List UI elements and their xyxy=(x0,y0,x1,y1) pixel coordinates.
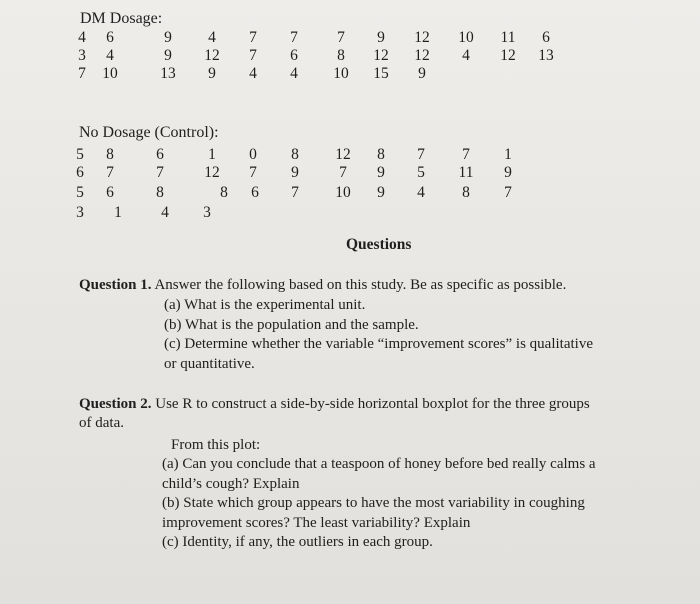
no-dosage-cell: 7 xyxy=(462,146,470,163)
no-dosage-cell: 7 xyxy=(504,184,512,201)
dm-dosage-cell: 6 xyxy=(106,29,114,46)
question-2 xyxy=(79,396,590,413)
no-dosage-cell: 3 xyxy=(203,204,211,221)
dm-dosage-cell: 4 xyxy=(249,65,257,82)
no-dosage-cell: 12 xyxy=(204,164,220,181)
question-1-c-line2: or quantitative. xyxy=(164,356,255,372)
question-1-b: (b) What is the population and the sample. xyxy=(164,317,419,333)
question-2-b-line2: improvement scores? The least variability? Explain xyxy=(162,515,471,531)
question-2-c: (c) Identity, if any, the outliers in each group. xyxy=(162,534,433,550)
question-2-text: Use R to construct a side-by-side horizontal boxplot for the three groups xyxy=(155,396,590,412)
from-this-plot: From this plot: xyxy=(171,437,261,453)
no-dosage-cell: 6 xyxy=(106,184,114,201)
dm-dosage-cell: 7 xyxy=(249,29,257,46)
question-2-b-line1: (b) State which group appears to have the most variability in coughing xyxy=(162,495,585,511)
questions-heading: Questions xyxy=(346,236,412,253)
dm-dosage-cell: 7 xyxy=(249,47,257,64)
no-dosage-cell: 7 xyxy=(339,164,347,181)
no-dosage-cell: 8 xyxy=(291,146,299,163)
dm-dosage-cell: 12 xyxy=(204,47,220,64)
dm-dosage-cell: 9 xyxy=(208,65,216,82)
no-dosage-cell: 3 xyxy=(76,204,84,221)
no-dosage-cell: 9 xyxy=(291,164,299,181)
dm-dosage-cell: 6 xyxy=(290,47,298,64)
no-dosage-cell: 6 xyxy=(76,164,84,181)
no-dosage-cell: 6 xyxy=(156,146,164,163)
dm-dosage-cell: 10 xyxy=(333,65,349,82)
dm-dosage-cell: 10 xyxy=(458,29,474,46)
dm-dosage-cell: 6 xyxy=(542,29,550,46)
question-2-text-line2: of data. xyxy=(79,415,124,431)
no-dosage-cell: 5 xyxy=(417,164,425,181)
dm-dosage-cell: 7 xyxy=(78,65,86,82)
no-dosage-cell: 1 xyxy=(504,146,512,163)
dm-dosage-cell: 13 xyxy=(538,47,554,64)
dm-dosage-cell: 4 xyxy=(462,47,470,64)
question-2-a-line1: (a) Can you conclude that a teaspoon of honey before bed really calms a xyxy=(162,456,596,472)
dm-dosage-cell: 12 xyxy=(414,29,430,46)
no-dosage-cell: 0 xyxy=(249,146,257,163)
dm-dosage-cell: 9 xyxy=(164,29,172,46)
no-dosage-cell: 8 xyxy=(220,184,228,201)
dm-dosage-cell: 13 xyxy=(160,65,176,82)
dm-dosage-cell: 3 xyxy=(78,47,86,64)
no-dosage-cell: 6 xyxy=(251,184,259,201)
no-dosage-cell: 5 xyxy=(76,146,84,163)
dm-dosage-cell: 4 xyxy=(106,47,114,64)
dm-dosage-cell: 9 xyxy=(164,47,172,64)
dm-dosage-cell: 8 xyxy=(337,47,345,64)
no-dosage-cell: 8 xyxy=(156,184,164,201)
no-dosage-cell: 8 xyxy=(106,146,114,163)
no-dosage-cell: 1 xyxy=(208,146,216,163)
no-dosage-cell: 4 xyxy=(161,204,169,221)
no-dosage-cell: 10 xyxy=(335,184,351,201)
no-dosage-cell: 12 xyxy=(335,146,351,163)
no-dosage-cell: 5 xyxy=(76,184,84,201)
question-1-label: Question 1. xyxy=(79,277,152,293)
dm-dosage-cell: 11 xyxy=(500,29,516,46)
no-dosage-cell: 9 xyxy=(377,164,385,181)
no-dosage-cell: 7 xyxy=(106,164,114,181)
no-dosage-cell: 8 xyxy=(462,184,470,201)
dm-dosage-cell: 7 xyxy=(290,29,298,46)
no-dosage-cell: 7 xyxy=(156,164,164,181)
dm-dosage-cell: 9 xyxy=(418,65,426,82)
no-dosage-cell: 7 xyxy=(291,184,299,201)
dm-dosage-cell: 4 xyxy=(290,65,298,82)
dm-dosage-cell: 9 xyxy=(377,29,385,46)
no-dosage-cell: 1 xyxy=(114,204,122,221)
dm-dosage-cell: 15 xyxy=(373,65,389,82)
question-1-c-line1: (c) Determine whether the variable “improvement scores” is qualitative xyxy=(164,336,593,352)
no-dosage-cell: 9 xyxy=(377,184,385,201)
question-2-a-line2: child’s cough? Explain xyxy=(162,476,300,492)
dm-dosage-cell: 10 xyxy=(102,65,118,82)
question-2-label: Question 2. xyxy=(79,396,152,412)
no-dosage-cell: 11 xyxy=(458,164,474,181)
no-dosage-cell: 8 xyxy=(377,146,385,163)
dm-dosage-cell: 12 xyxy=(373,47,389,64)
no-dosage-cell: 9 xyxy=(504,164,512,181)
dm-dosage-cell: 12 xyxy=(500,47,516,64)
dm-dosage-cell: 4 xyxy=(78,29,86,46)
question-1 xyxy=(79,277,566,294)
dm-dosage-cell: 4 xyxy=(208,29,216,46)
dm-dosage-cell: 12 xyxy=(414,47,430,64)
no-dosage-cell: 4 xyxy=(417,184,425,201)
question-1-a: (a) What is the experimental unit. xyxy=(164,297,366,313)
question-1-text: Answer the following based on this study. Be as specific as possible. xyxy=(154,277,567,293)
dm-dosage-title: DM Dosage: xyxy=(80,10,163,27)
no-dosage-cell: 7 xyxy=(249,164,257,181)
no-dosage-title: No Dosage (Control): xyxy=(79,124,219,141)
no-dosage-cell: 7 xyxy=(417,146,425,163)
dm-dosage-cell: 7 xyxy=(337,29,345,46)
